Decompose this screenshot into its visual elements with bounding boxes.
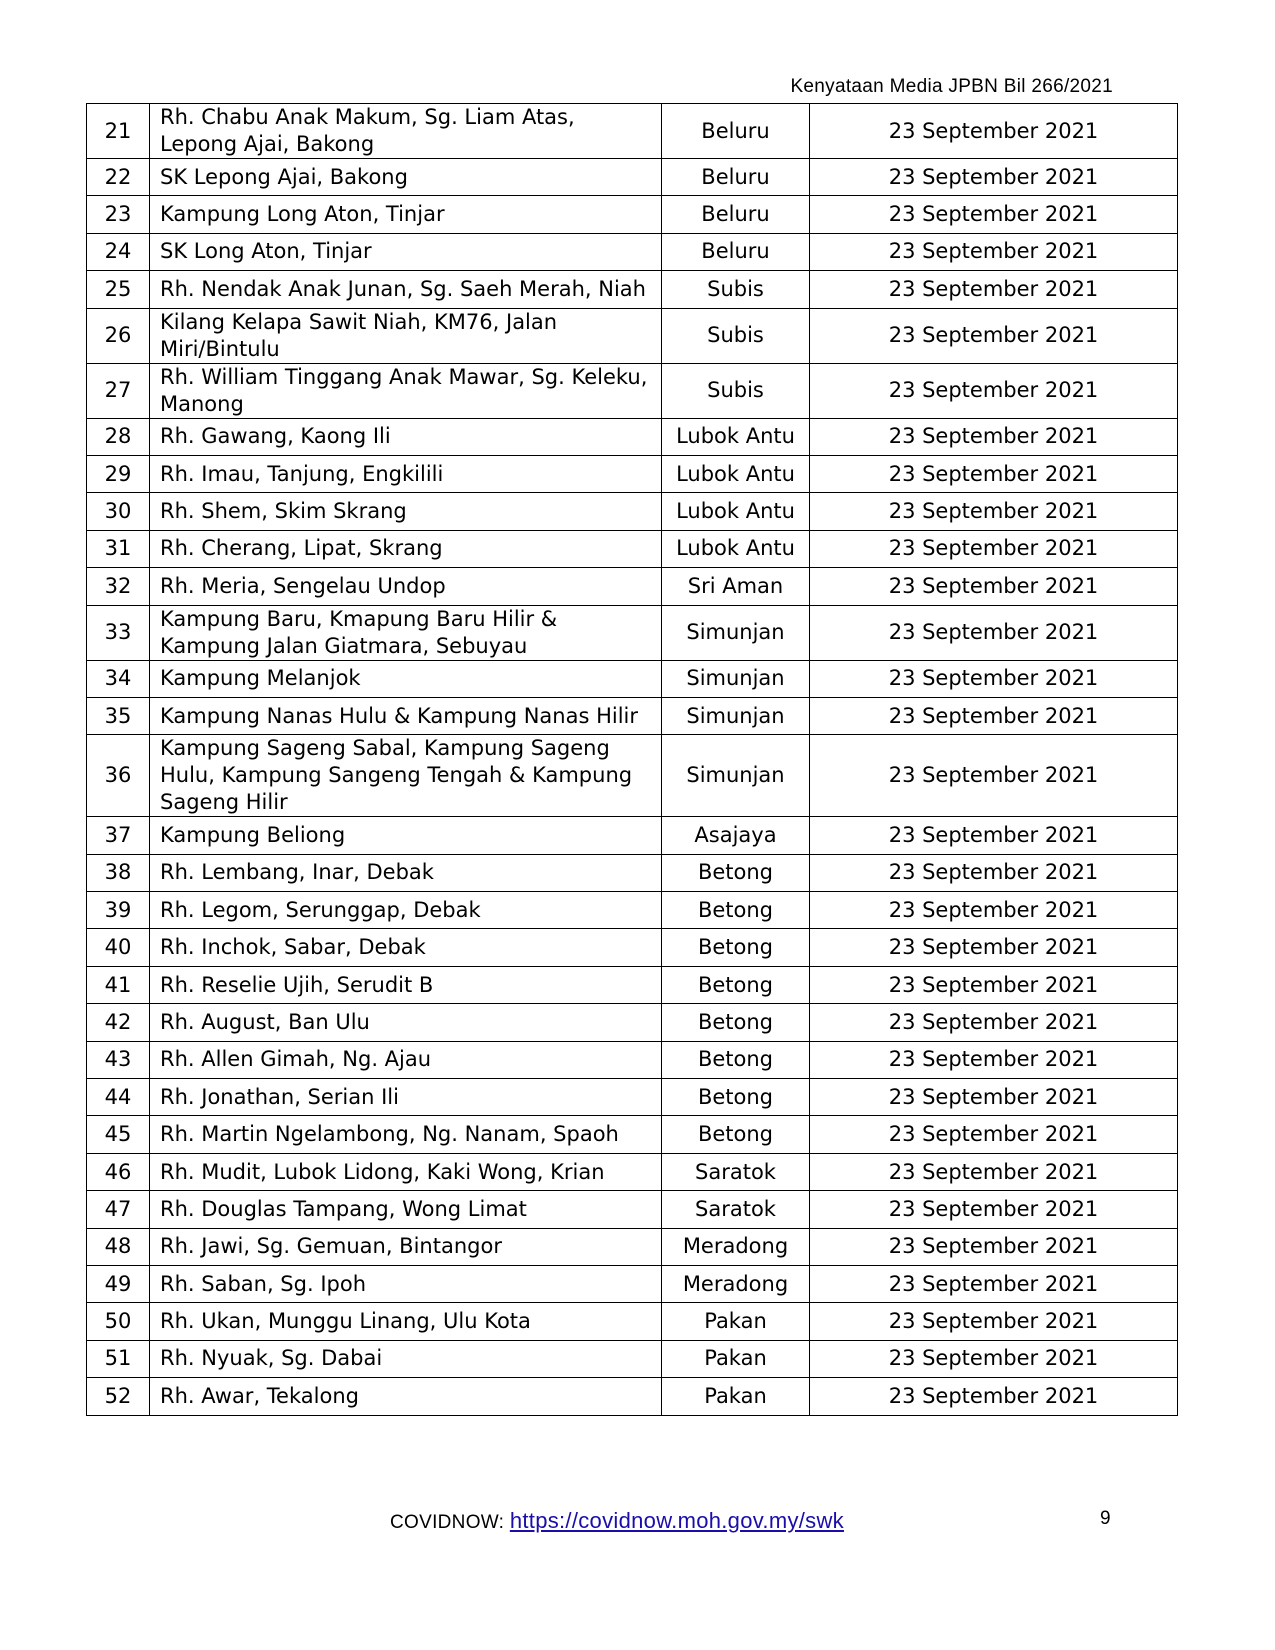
row-date: 23 September 2021 — [810, 271, 1178, 308]
row-number: 39 — [87, 892, 150, 929]
row-number: 50 — [87, 1303, 150, 1340]
row-location: Kampung Baru, Kmapung Baru Hilir & Kampung Jalan Giatmara, Sebuyau — [150, 605, 662, 660]
row-location: Rh. Nendak Anak Junan, Sg. Saeh Merah, Niah — [150, 271, 662, 308]
row-date: 23 September 2021 — [810, 605, 1178, 660]
table-row — [87, 455, 1178, 492]
table-row — [87, 817, 1178, 854]
table-row — [87, 568, 1178, 605]
row-location: Rh. Inchok, Sabar, Debak — [150, 929, 662, 966]
row-date: 23 September 2021 — [810, 363, 1178, 418]
table-row — [87, 418, 1178, 455]
row-date: 23 September 2021 — [810, 817, 1178, 854]
row-date: 23 September 2021 — [810, 854, 1178, 891]
row-area: Beluru — [662, 196, 810, 233]
table-row — [87, 1303, 1178, 1340]
row-area: Saratok — [662, 1191, 810, 1228]
row-date: 23 September 2021 — [810, 233, 1178, 270]
table-row — [87, 1378, 1178, 1415]
row-area: Beluru — [662, 159, 810, 196]
row-location: Rh. Jawi, Sg. Gemuan, Bintangor — [150, 1228, 662, 1265]
table-row — [87, 159, 1178, 196]
row-area: Simunjan — [662, 605, 810, 660]
row-number: 41 — [87, 966, 150, 1003]
row-area: Lubok Antu — [662, 455, 810, 492]
row-location: Rh. William Tinggang Anak Mawar, Sg. Keleku, Manong — [150, 363, 662, 418]
row-location: Rh. Meria, Sengelau Undop — [150, 568, 662, 605]
row-area: Betong — [662, 1004, 810, 1041]
row-number: 23 — [87, 196, 150, 233]
row-location: Rh. Shem, Skim Skrang — [150, 493, 662, 530]
row-location: Kilang Kelapa Sawit Niah, KM76, Jalan Miri/Bintulu — [150, 308, 662, 363]
row-location: Rh. Mudit, Lubok Lidong, Kaki Wong, Krian — [150, 1153, 662, 1190]
table-row — [87, 196, 1178, 233]
row-area: Simunjan — [662, 735, 810, 817]
row-number: 47 — [87, 1191, 150, 1228]
row-area: Simunjan — [662, 697, 810, 734]
row-location: Rh. Nyuak, Sg. Dabai — [150, 1340, 662, 1377]
row-location: Rh. Chabu Anak Makum, Sg. Liam Atas, Lepong Ajai, Bakong — [150, 104, 662, 159]
row-area: Asajaya — [662, 817, 810, 854]
row-area: Pakan — [662, 1378, 810, 1415]
table-row — [87, 892, 1178, 929]
row-number: 49 — [87, 1265, 150, 1302]
row-area: Meradong — [662, 1265, 810, 1302]
row-location: Rh. Cherang, Lipat, Skrang — [150, 530, 662, 567]
row-date: 23 September 2021 — [810, 1378, 1178, 1415]
row-area: Betong — [662, 929, 810, 966]
row-area: Betong — [662, 1041, 810, 1078]
row-number: 30 — [87, 493, 150, 530]
row-location: Rh. August, Ban Ulu — [150, 1004, 662, 1041]
row-date: 23 September 2021 — [810, 1303, 1178, 1340]
table-row — [87, 1228, 1178, 1265]
row-date: 23 September 2021 — [810, 568, 1178, 605]
table-row — [87, 363, 1178, 418]
document-header: Kenyataan Media JPBN Bil 266/2021 — [790, 76, 1113, 97]
table-body — [87, 104, 1178, 1416]
row-number: 36 — [87, 735, 150, 817]
row-number: 22 — [87, 159, 150, 196]
row-date: 23 September 2021 — [810, 735, 1178, 817]
row-date: 23 September 2021 — [810, 1191, 1178, 1228]
table-row — [87, 966, 1178, 1003]
row-area: Simunjan — [662, 660, 810, 697]
table-row — [87, 233, 1178, 270]
row-number: 29 — [87, 455, 150, 492]
row-number: 31 — [87, 530, 150, 567]
table-row — [87, 1265, 1178, 1302]
row-area: Betong — [662, 1079, 810, 1116]
row-date: 23 September 2021 — [810, 1153, 1178, 1190]
row-date: 23 September 2021 — [810, 929, 1178, 966]
row-area: Betong — [662, 892, 810, 929]
row-date: 23 September 2021 — [810, 892, 1178, 929]
row-number: 25 — [87, 271, 150, 308]
row-area: Subis — [662, 271, 810, 308]
table-row — [87, 1153, 1178, 1190]
row-date: 23 September 2021 — [810, 530, 1178, 567]
row-area: Betong — [662, 966, 810, 1003]
row-number: 34 — [87, 660, 150, 697]
row-area: Pakan — [662, 1303, 810, 1340]
row-date: 23 September 2021 — [810, 966, 1178, 1003]
row-location: Rh. Gawang, Kaong Ili — [150, 418, 662, 455]
table-row — [87, 104, 1178, 159]
row-area: Betong — [662, 1116, 810, 1153]
row-date: 23 September 2021 — [810, 1340, 1178, 1377]
covidnow-link[interactable]: https://covidnow.moh.gov.my/swk — [509, 1508, 844, 1533]
source-line — [390, 1508, 844, 1534]
row-location: SK Lepong Ajai, Bakong — [150, 159, 662, 196]
row-number: 24 — [87, 233, 150, 270]
row-location: Rh. Ukan, Munggu Linang, Ulu Kota — [150, 1303, 662, 1340]
row-date: 23 September 2021 — [810, 104, 1178, 159]
row-location: Rh. Douglas Tampang, Wong Limat — [150, 1191, 662, 1228]
table-row — [87, 697, 1178, 734]
row-location: Rh. Saban, Sg. Ipoh — [150, 1265, 662, 1302]
row-date: 23 September 2021 — [810, 1041, 1178, 1078]
table-row — [87, 1004, 1178, 1041]
table-row — [87, 1191, 1178, 1228]
row-area: Saratok — [662, 1153, 810, 1190]
table-row — [87, 493, 1178, 530]
row-number: 21 — [87, 104, 150, 159]
row-date: 23 September 2021 — [810, 455, 1178, 492]
table-row — [87, 530, 1178, 567]
row-date: 23 September 2021 — [810, 1228, 1178, 1265]
row-area: Subis — [662, 363, 810, 418]
row-number: 40 — [87, 929, 150, 966]
row-location: Rh. Imau, Tanjung, Engkilili — [150, 455, 662, 492]
row-number: 51 — [87, 1340, 150, 1377]
row-number: 28 — [87, 418, 150, 455]
table-row — [87, 929, 1178, 966]
row-location: Kampung Sageng Sabal, Kampung Sageng Hulu, Kampung Sangeng Tengah & Kampung Sageng Hilir — [150, 735, 662, 817]
table-row — [87, 308, 1178, 363]
table-row — [87, 854, 1178, 891]
row-number: 52 — [87, 1378, 150, 1415]
row-area: Betong — [662, 854, 810, 891]
row-number: 48 — [87, 1228, 150, 1265]
row-number: 44 — [87, 1079, 150, 1116]
row-location: Kampung Beliong — [150, 817, 662, 854]
row-number: 32 — [87, 568, 150, 605]
row-area: Lubok Antu — [662, 530, 810, 567]
row-date: 23 September 2021 — [810, 697, 1178, 734]
row-date: 23 September 2021 — [810, 1004, 1178, 1041]
row-date: 23 September 2021 — [810, 493, 1178, 530]
row-date: 23 September 2021 — [810, 660, 1178, 697]
row-number: 33 — [87, 605, 150, 660]
table-row — [87, 271, 1178, 308]
row-location: Rh. Allen Gimah, Ng. Ajau — [150, 1041, 662, 1078]
row-date: 23 September 2021 — [810, 1116, 1178, 1153]
table-row — [87, 1116, 1178, 1153]
row-area: Pakan — [662, 1340, 810, 1377]
row-area: Beluru — [662, 104, 810, 159]
row-number: 46 — [87, 1153, 150, 1190]
table-row — [87, 660, 1178, 697]
table-row — [87, 1079, 1178, 1116]
table-row — [87, 605, 1178, 660]
row-location: Rh. Martin Ngelambong, Ng. Nanam, Spaoh — [150, 1116, 662, 1153]
row-number: 42 — [87, 1004, 150, 1041]
row-location: Rh. Legom, Serunggap, Debak — [150, 892, 662, 929]
row-date: 23 September 2021 — [810, 1079, 1178, 1116]
row-location: Rh. Lembang, Inar, Debak — [150, 854, 662, 891]
row-area: Meradong — [662, 1228, 810, 1265]
table-row — [87, 735, 1178, 817]
row-location: Rh. Reselie Ujih, Serudit B — [150, 966, 662, 1003]
row-date: 23 September 2021 — [810, 1265, 1178, 1302]
row-location: Rh. Jonathan, Serian Ili — [150, 1079, 662, 1116]
row-location: Kampung Long Aton, Tinjar — [150, 196, 662, 233]
row-date: 23 September 2021 — [810, 196, 1178, 233]
locations-table — [86, 103, 1178, 1416]
row-number: 37 — [87, 817, 150, 854]
row-location: Kampung Melanjok — [150, 660, 662, 697]
row-number: 26 — [87, 308, 150, 363]
row-area: Beluru — [662, 233, 810, 270]
row-number: 45 — [87, 1116, 150, 1153]
row-number: 43 — [87, 1041, 150, 1078]
row-location: SK Long Aton, Tinjar — [150, 233, 662, 270]
row-area: Subis — [662, 308, 810, 363]
row-date: 23 September 2021 — [810, 418, 1178, 455]
row-number: 27 — [87, 363, 150, 418]
row-date: 23 September 2021 — [810, 308, 1178, 363]
row-number: 38 — [87, 854, 150, 891]
table-row — [87, 1041, 1178, 1078]
row-location: Rh. Awar, Tekalong — [150, 1378, 662, 1415]
row-location: Kampung Nanas Hulu & Kampung Nanas Hilir — [150, 697, 662, 734]
page-number: 9 — [1100, 1508, 1111, 1529]
row-area: Lubok Antu — [662, 418, 810, 455]
row-number: 35 — [87, 697, 150, 734]
table-row — [87, 1340, 1178, 1377]
row-date: 23 September 2021 — [810, 159, 1178, 196]
row-area: Lubok Antu — [662, 493, 810, 530]
row-area: Sri Aman — [662, 568, 810, 605]
source-label: COVIDNOW: — [390, 1512, 510, 1533]
